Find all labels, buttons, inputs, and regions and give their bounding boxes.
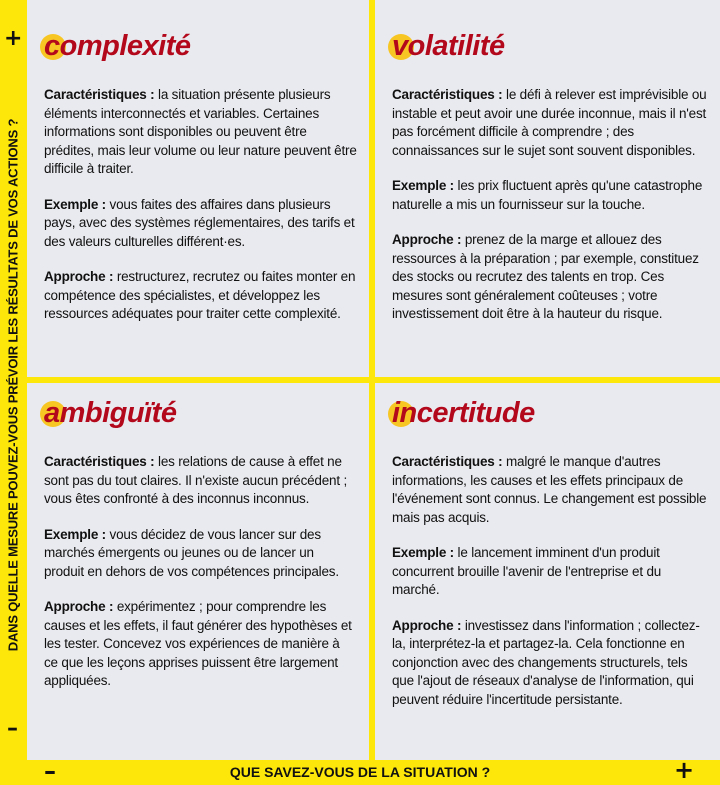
characteristics-text: les relations de cause à effet ne sont pas du tout claires. Il n'existe aucun précédent ; vous êtes confronté à des inconnus inconnus. (44, 454, 348, 506)
example-label: Exemple : (44, 526, 106, 542)
example (392, 544, 708, 600)
quadrant-incertitude (375, 383, 720, 760)
quadrant-ambiguite (27, 383, 369, 760)
characteristics-label: Caractéristiques : (392, 87, 503, 102)
quadrant-title: incertitude (392, 397, 535, 429)
approach-label: Approche : (392, 232, 462, 247)
example-text: vous décidez de vous lancer sur des marchés émergents ou jeunes ou de lancer un produit en dehors de vos compétences principales. (44, 526, 339, 579)
quadrant-complexite (27, 0, 369, 377)
approach (392, 617, 708, 710)
example-label: Exemple : (44, 196, 106, 212)
example-text: vous faites des affaires dans plusieurs pays, avec des systèmes réglementaires, des tarifs et des valeurs culturelles différent·es. (44, 196, 355, 249)
quadrant-header (44, 22, 357, 72)
characteristics-text: le défi à relever est imprévisible ou instable et peut avoir une durée inconnue, mais il n'est pas forcément difficile à comprendre ; des connaissances sur le sujet sont souvent disponibles. (392, 87, 707, 158)
characteristics-label: Caractéristiques : (44, 87, 155, 102)
characteristics (44, 86, 357, 179)
approach-text: prenez de la marge et allouez des ressources à la préparation ; par exemple, constituez des stocks ou recrutez des talents en trop. Ces mesures sont généralement coûteuses ; votre investissement doit être à la hauteur du risque. (392, 232, 699, 321)
y-axis-plus: + (4, 26, 23, 51)
quadrant-header (44, 389, 357, 439)
quadrant-header (392, 389, 708, 439)
x-axis-plus: + (674, 756, 695, 784)
quadrant-header (392, 22, 708, 72)
quadrant-title: volatilité (392, 30, 505, 62)
approach (44, 268, 357, 324)
characteristics (392, 453, 708, 527)
example-text: le lancement imminent d'un produit concurrent brouille l'avenir de l'entreprise et du marché. (392, 545, 662, 597)
characteristics-text: malgré le manque d'autres informations, les causes et les effets principaux de l'événement sont connus. Le changement est possible mais pas acquis. (392, 454, 707, 525)
quadrant-title: ambiguïté (44, 397, 177, 429)
approach (392, 231, 708, 324)
characteristics-label: Caractéristiques : (44, 454, 155, 469)
approach-text: restructurez, recrutez ou faites monter en compétence des spécialistes, et développez les ressources adéquates pour traiter cette complexité. (44, 269, 356, 321)
approach-text: investissez dans l'information ; collectez-la, interprétez-la et partagez-la. Cela fonctionne en conjonction avec des changements structurels, tels que l'ajout de réseaux d'analyse de l'information, qui peuvent réduire l'incertitude persistante. (392, 617, 700, 707)
example (392, 177, 708, 214)
approach (44, 598, 357, 691)
approach-label: Approche : (392, 617, 462, 633)
example-text: les prix fluctuent après qu'une catastrophe naturelle a mis un fournisseur sur la touche. (392, 178, 703, 212)
characteristics-label: Caractéristiques : (392, 454, 503, 469)
example-label: Exemple : (392, 178, 454, 193)
approach-label: Approche : (44, 269, 114, 284)
y-axis-minus: – (7, 716, 18, 741)
approach-text: expérimentez ; pour comprendre les causes et les effets, il faut générer des hypothèses et les tester. Concevez vos expériences de manière à ce que les leçons apprises puissent être largement appliquées. (44, 599, 352, 688)
quadrant-title: complexité (44, 30, 191, 62)
characteristics (44, 453, 357, 509)
characteristics (392, 86, 708, 160)
example (44, 196, 357, 252)
y-axis (0, 0, 27, 760)
example (44, 526, 357, 582)
example-label: Exemple : (392, 545, 454, 560)
x-axis-minus: – (44, 757, 56, 785)
x-axis-label: QUE SAVEZ-VOUS DE LA SITUATION ? (229, 764, 491, 780)
quadrant-volatilite (375, 0, 720, 377)
approach-label: Approche : (44, 599, 114, 614)
characteristics-text: la situation présente plusieurs éléments interconnectés et variables. Certaines informations sont disponibles ou peuvent être prédites, mais leur volume ou leur nature peuvent être difficile à traiter. (44, 87, 357, 176)
y-axis-label: DANS QUELLE MESURE POUVEZ-VOUS PRÉVOIR LES RÉSULTATS DE VOS ACTIONS ? (5, 118, 21, 652)
